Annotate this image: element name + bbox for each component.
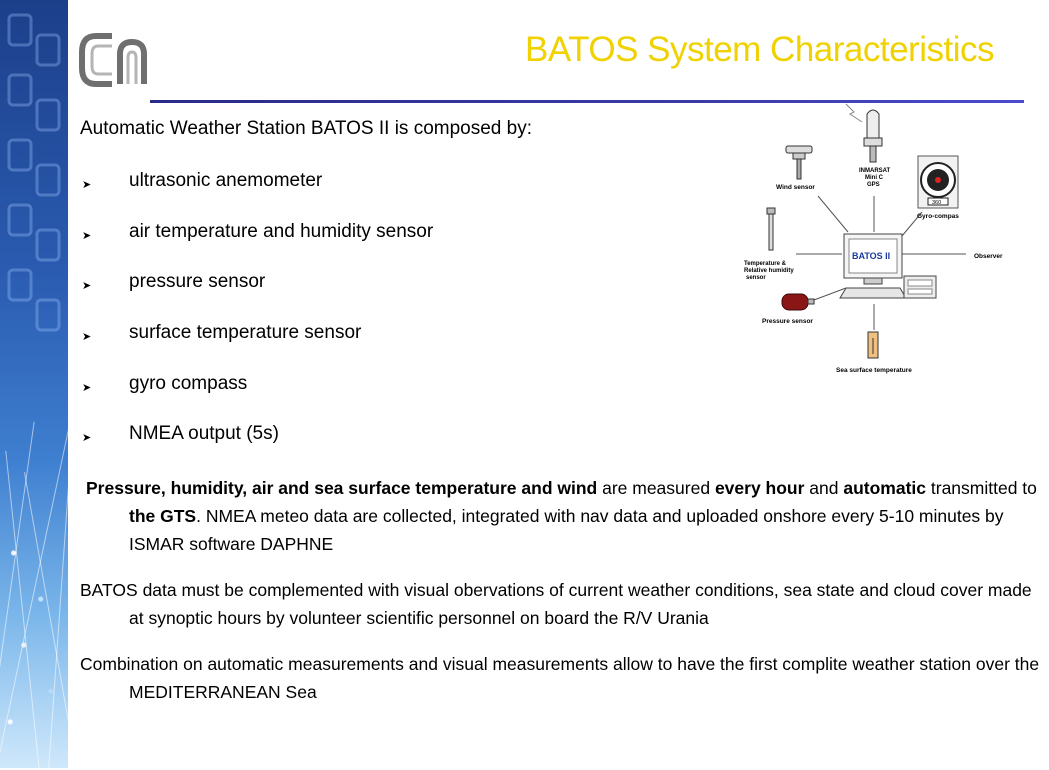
inmarsat-label: GPS bbox=[867, 182, 880, 188]
decorative-side-strip bbox=[0, 0, 68, 768]
list-item-text: NMEA output (5s) bbox=[129, 423, 279, 445]
text-span: transmitted to bbox=[926, 478, 1037, 498]
temperature-label: sensor bbox=[746, 275, 766, 281]
text-span: . NMEA meteo data are collected, integrated with nav data and uploaded onshore every 5-10 minutes by ISMAR software DAPHNE bbox=[129, 506, 1004, 554]
sea-surface-sensor-icon bbox=[868, 332, 878, 358]
observer-label: Observer bbox=[974, 253, 1003, 260]
signal-bolt-icon bbox=[846, 104, 862, 122]
list-item-text: pressure sensor bbox=[129, 271, 266, 293]
wind-sensor-icon bbox=[786, 146, 812, 179]
wind-sensor-label: Wind sensor bbox=[776, 184, 815, 191]
circuit-pattern-decoration bbox=[4, 10, 64, 350]
cnr-logo bbox=[74, 28, 152, 92]
batos-system-diagram bbox=[736, 104, 1024, 384]
measurement-paragraph bbox=[80, 474, 1049, 558]
arrow-bullet-icon: ➤ bbox=[82, 179, 92, 191]
bold-text: every hour bbox=[714, 478, 805, 498]
list-item-text: ultrasonic anemometer bbox=[129, 170, 323, 191]
title-divider bbox=[150, 100, 1024, 103]
temperature-humidity-sensor-icon bbox=[767, 208, 775, 250]
inmarsat-antenna-icon bbox=[864, 110, 882, 162]
list-item-text: surface temperature sensor bbox=[129, 322, 362, 344]
temperature-label: Temperature & bbox=[744, 261, 786, 267]
inmarsat-label: INMARSAT bbox=[859, 168, 891, 174]
combination-paragraph: Combination on automatic measurements and visual measurements allow to have the first complite weather station over the MEDITERRANEAN Sea bbox=[80, 654, 1040, 702]
gyro-compass-label: Gyro-compas bbox=[917, 213, 959, 220]
list-item-text: air temperature and humidity sensor bbox=[129, 220, 434, 242]
inmarsat-label: Mini C bbox=[865, 175, 883, 181]
pressure-sensor-label: Pressure sensor bbox=[762, 318, 813, 325]
arrow-bullet-icon: ➤ bbox=[82, 331, 92, 344]
arrow-bullet-icon: ➤ bbox=[82, 381, 92, 394]
observations-paragraph: BATOS data must be complemented with visual obervations of current weather conditions, sea state and cloud cover made at synoptic hours by volunteer scientific personnel on board the R/V Urania bbox=[80, 580, 1032, 628]
bold-text: the GTS bbox=[129, 506, 197, 526]
slide-title: BATOS System Characteristics bbox=[525, 30, 994, 69]
batos-computer-icon bbox=[840, 234, 936, 298]
gyro-reading: 360 bbox=[932, 200, 942, 206]
text-span: are measured bbox=[597, 478, 715, 498]
bold-text: automatic bbox=[843, 478, 927, 498]
pressure-sensor-icon bbox=[782, 294, 814, 310]
text-span: and bbox=[804, 478, 844, 498]
arrow-bullet-icon: ➤ bbox=[82, 432, 92, 445]
temperature-label: Relative humidity bbox=[744, 268, 794, 274]
intro-text: Automatic Weather Station BATOS II is composed by: bbox=[80, 118, 532, 139]
sea-surface-label: Sea surface temperature bbox=[836, 367, 912, 374]
bold-text: Pressure, humidity, air and sea surface temperature and wind bbox=[86, 478, 598, 498]
list-item-text: gyro compass bbox=[129, 372, 248, 394]
arrow-bullet-icon: ➤ bbox=[82, 229, 92, 242]
batos-center-label: BATOS II bbox=[852, 251, 891, 261]
arrow-bullet-icon: ➤ bbox=[82, 280, 92, 293]
